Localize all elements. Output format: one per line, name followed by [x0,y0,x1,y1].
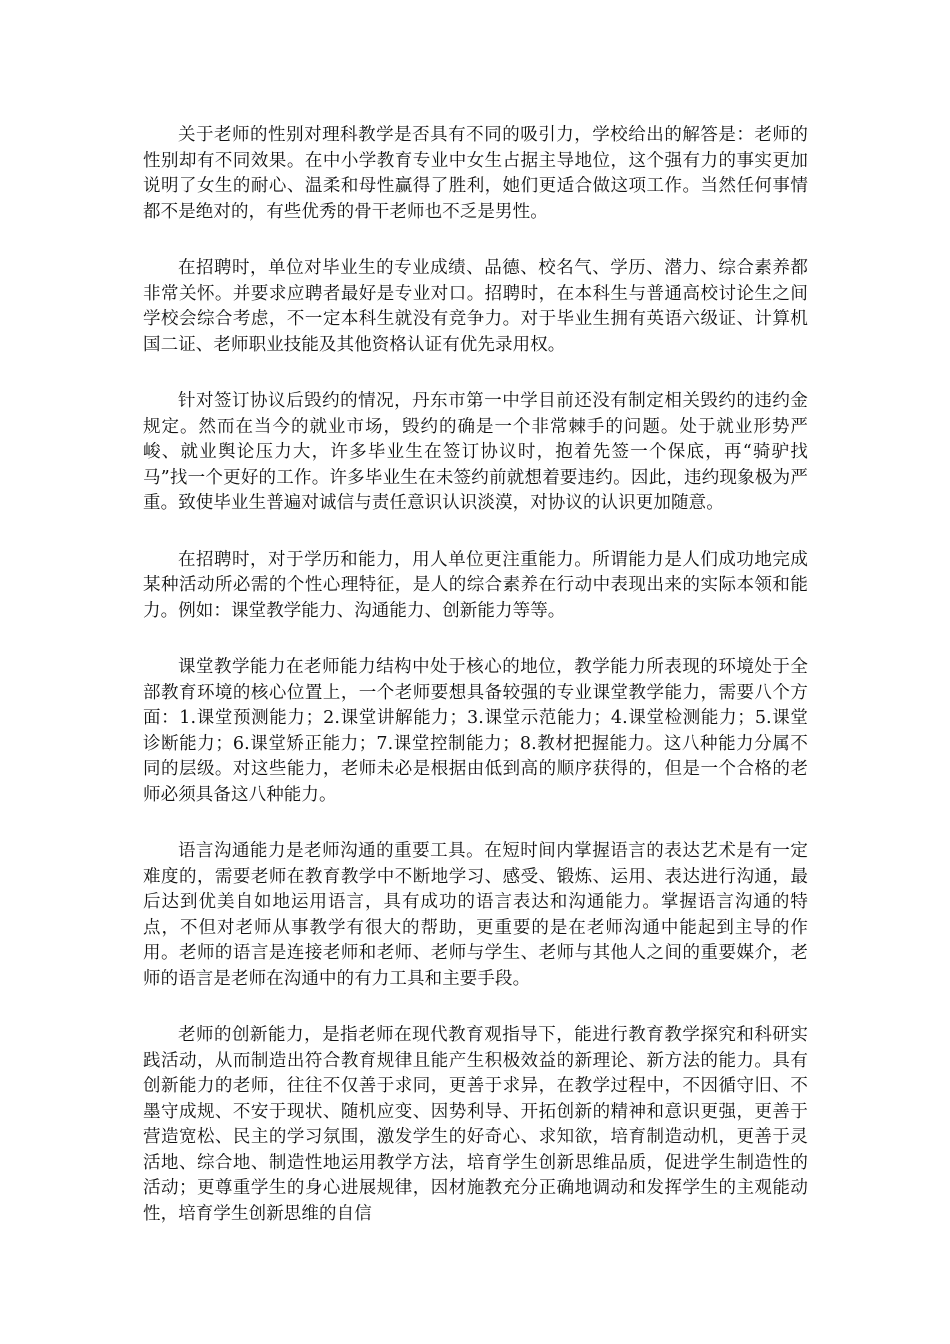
paragraph-language-communication: 语言沟通能力是老师沟通的重要工具。在短时间内掌握语言的表达艺术是有一定难度的，需要老师在教育教学中不断地学习、感受、锻炼、运用、表达进行沟通，最后达到优美自如地运用语言，具有成功的语言表达和沟通能力。掌握语言沟通的特点，不但对老师从事教学有很大的帮助，更重要的是在老师沟通中能起到主导的作用。老师的语言是连接老师和老师、老师与学生、老师与其他人之间的重要媒介，老师的语言是老师在沟通中的有力工具和主要手段。 [143,841,808,989]
paragraph-ability-focus: 在招聘时，对于学历和能力，用人单位更注重能力。所谓能力是人们成功地完成某种活动所必需的个性心理特征，是人的综合素养在行动中表现出来的实际本领和能力。例如：课堂教学能力、沟通能力、创新能力等等。 [143,549,808,621]
paragraph-recruitment-criteria: 在招聘时，单位对毕业生的专业成绩、品德、校名气、学历、潜力、综合素养都非常关怀。并要求应聘者最好是专业对口。招聘时，在本科生与普通高校讨论生之间学校会综合考虑，不一定本科生就没有竞争力。对于毕业生拥有英语六级证、计算机国二证、老师职业技能及其他资格认证有优先录用权。 [143,258,808,355]
paragraph-classroom-teaching: 课堂教学能力在老师能力结构中处于核心的地位，教学能力所表现的环境处于全部教育环境的核心位置上，一个老师要想具备较强的专业课堂教学能力，需要八个方面：1.课堂预测能力；2.课堂讲解能力；3.课堂示范能力；4.课堂检测能力；5.课堂诊断能力；6.课堂矫正能力；7.课堂控制能力；8.教材把握能力。这八种能力分属不同的层级。对这些能力，老师未必是根据由低到高的顺序获得的，但是一个合格的老师必须具备这八种能力。 [143,657,808,805]
paragraph-contract-breach: 针对签订协议后毁约的情况，丹东市第一中学目前还没有制定相关毁约的违约金规定。然而在当今的就业市场，毁约的确是一个非常棘手的问题。处于就业形势严峻、就业舆论压力大，许多毕业生在签订协议时，抱着先签一个保底，再“骑驴找马”找一个更好的工作。许多毕业生在未签约前就想着要违约。因此，违约现象极为严重。致使毕业生普遍对诚信与责任意识认识淡漠，对协议的认识更加随意。 [143,391,808,513]
paragraph-teacher-gender: 关于老师的性别对理科教学是否具有不同的吸引力，学校给出的解答是：老师的性别却有不同效果。在中小学教育专业中女生占据主导地位，这个强有力的事实更加说明了女生的耐心、温柔和母性赢得了胜利，她们更适合做这项工作。当然任何事情都不是绝对的，有些优秀的骨干老师也不乏是男性。 [143,125,808,222]
paragraph-innovation-ability: 老师的创新能力，是指老师在现代教育观指导下，能进行教育教学探究和科研实践活动，从而制造出符合教育规律且能产生积极效益的新理论、新方法的能力。具有创新能力的老师，往往不仅善于求同，更善于求异，在教学过程中，不因循守旧、不墨守成规、不安于现状、随机应变、因势利导、开拓创新的精神和意识更强，更善于营造宽松、民主的学习氛围，激发学生的好奇心、求知欲，培育制造动机，更善于灵活地、综合地、制造性地运用教学方法，培育学生创新思维品质，促进学生制造性的活动；更尊重学生的身心进展规律，因材施教充分正确地调动和发挥学生的主观能动性，培育学生创新思维的自信 [143,1025,808,1224]
document-body [143,123,808,1258]
